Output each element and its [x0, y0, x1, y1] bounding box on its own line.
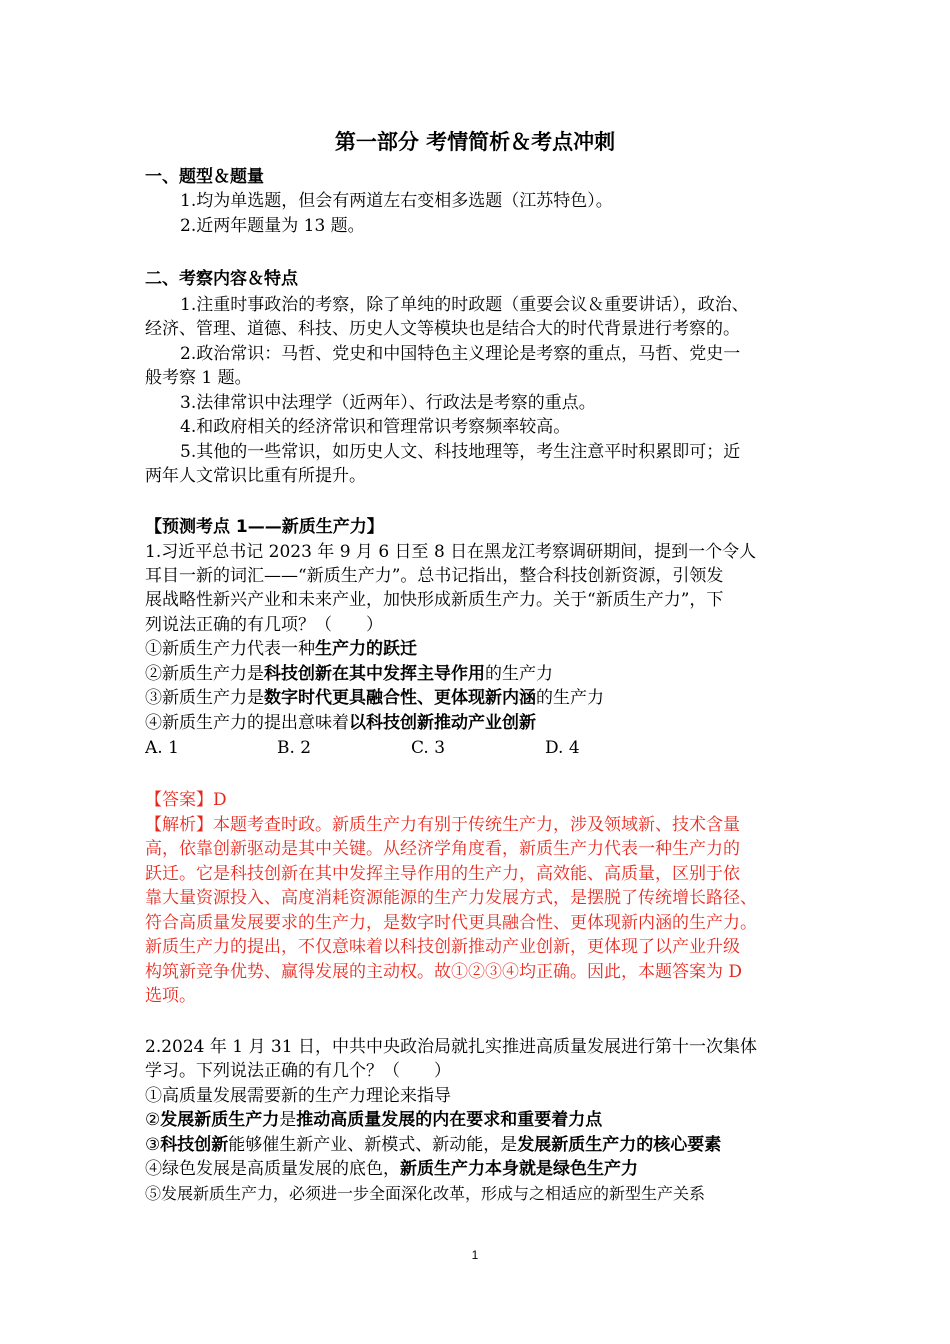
- section1-item-1: 1.均为单选题，但会有两道左右变相多选题（江苏特色）。: [180, 191, 613, 211]
- kaodian-heading: 【预测考点 1——新质生产力】: [145, 517, 384, 537]
- q1-statement-4: ④新质生产力的提出意味着以科技创新推动产业创新: [145, 713, 536, 733]
- section2-line: 4.和政府相关的经济常识和管理常识考察频率较高。: [180, 417, 571, 437]
- section2-line: 1.注重时事政治的考察，除了单纯的时政题（重要会议＆重要讲话），政治、: [180, 295, 749, 315]
- section2-line: 般考察 1 题。: [145, 368, 252, 388]
- q1-analysis-line: 【解析】本题考查时政。新质生产力有别于传统生产力，涉及领域新、技术含量: [145, 815, 740, 835]
- q1-analysis-line: 高，依靠创新驱动是其中关键。从经济学角度看，新质生产力代表一种生产力的: [145, 839, 740, 859]
- q2-stem-line: 学习。下列说法正确的有几个？（ ）: [145, 1061, 451, 1081]
- q1-analysis-line: 靠大量资源投入、高度消耗资源能源的生产力发展方式，是摆脱了传统增长路径、: [145, 888, 757, 908]
- q1-option-d: D. 4: [545, 738, 580, 758]
- q1-statement-2: ②新质生产力是科技创新在其中发挥主导作用的生产力: [145, 664, 553, 684]
- q2-statement-5: ⑤发展新质生产力，必须进一步全面深化改革，形成与之相适应的新型生产关系: [145, 1184, 706, 1203]
- q1-options: [145, 736, 825, 760]
- q2-statement-2: ②发展新质生产力是推动高质量发展的内在要求和重要着力点: [145, 1110, 603, 1130]
- section1-heading: 一、题型＆题量: [145, 167, 264, 187]
- q1-stem-line: 耳目一新的词汇——“新质生产力”。总书记指出，整合科技创新资源，引领发: [145, 566, 724, 586]
- section2-line: 经济、管理、道德、科技、历史人文等模块也是结合大的时代背景进行考察的。: [145, 319, 740, 339]
- q1-option-c: C. 3: [411, 738, 446, 758]
- q2-statement-4: ④绿色发展是高质量发展的底色，新质生产力本身就是绿色生产力: [145, 1159, 638, 1179]
- q1-option-a: A. 1: [145, 738, 179, 758]
- section2-line: 3.法律常识中法理学（近两年）、行政法是考察的重点。: [180, 393, 596, 413]
- q1-analysis-line: 跃迁。它是科技创新在其中发挥主导作用的生产力，高效能、高质量，区别于依: [145, 864, 740, 884]
- q1-statement-1: ①新质生产力代表一种生产力的跃迁: [145, 639, 417, 659]
- section1-item-2: 2.近两年题量为 13 题。: [180, 216, 365, 236]
- section2-line: 两年人文常识比重有所提升。: [145, 466, 366, 486]
- q1-stem-line: 1.习近平总书记 2023 年 9 月 6 日至 8 日在黑龙江考察调研期间，提到一个令人: [145, 542, 757, 562]
- q1-statement-3: ③新质生产力是数字时代更具融合性、更体现新内涵的生产力: [145, 688, 604, 708]
- q1-analysis-line: 符合高质量发展要求的生产力，是数字时代更具融合性、更体现新内涵的生产力。: [145, 913, 757, 933]
- q1-stem-line: 列说法正确的有几项？（ ）: [145, 615, 383, 635]
- q1-analysis-line: 构筑新竞争优势、赢得发展的主动权。故①②③④均正确。因此，本题答案为 D: [145, 962, 743, 982]
- page-number: 1: [471, 1248, 479, 1262]
- section2-line: 5.其他的一些常识，如历史人文、科技地理等，考生注意平时积累即可；近: [180, 442, 741, 462]
- q1-option-b: B. 2: [277, 738, 312, 758]
- q1-stem-line: 展战略性新兴产业和未来产业，加快形成新质生产力。关于“新质生产力”，下: [145, 590, 724, 610]
- page-title: 第一部分 考情简析＆考点冲刺: [334, 130, 616, 154]
- q1-analysis-line: 新质生产力的提出，不仅意味着以科技创新推动产业创新，更体现了以产业升级: [145, 937, 740, 957]
- q2-stem-line: 2.2024 年 1 月 31 日，中共中央政治局就扎实推进高质量发展进行第十一次集体: [145, 1037, 757, 1057]
- section2-heading: 二、考察内容＆特点: [145, 269, 298, 289]
- q1-answer: 【答案】D: [145, 790, 227, 810]
- q2-statement-1: ①高质量发展需要新的生产力理论来指导: [145, 1086, 451, 1106]
- section2-line: 2.政治常识：马哲、党史和中国特色主义理论是考察的重点，马哲、党史一: [180, 344, 741, 364]
- q2-statement-3: ③科技创新能够催生新产业、新模式、新动能，是发展新质生产力的核心要素: [145, 1135, 722, 1155]
- q1-analysis-line: 选项。: [145, 986, 196, 1006]
